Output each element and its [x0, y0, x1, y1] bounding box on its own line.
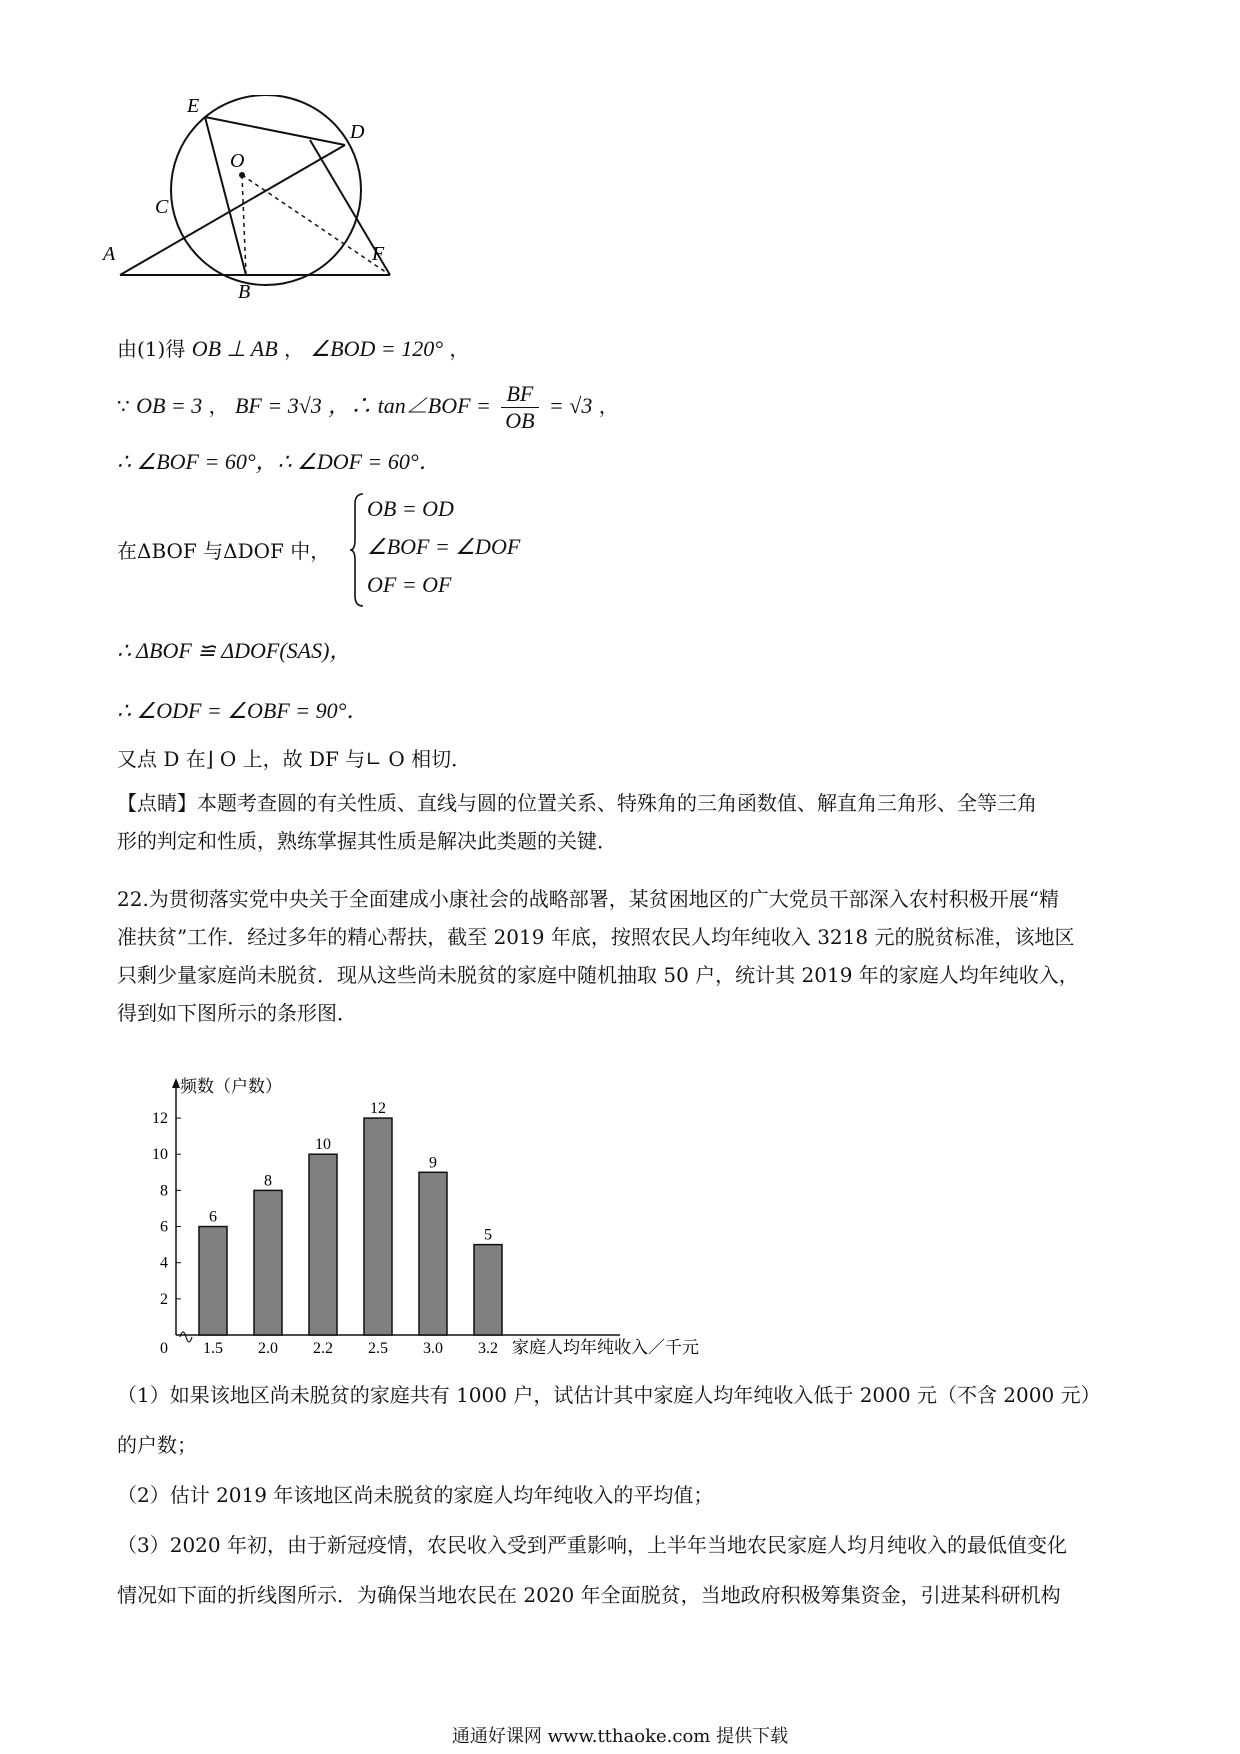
text-line: （2）估计 2019 年该地区尚未脱贫的家庭人均年纯收入的平均值；	[117, 1483, 714, 1507]
problem-22-paragraph	[117, 880, 1127, 1032]
solution-line-3: ∴ ∠BOF = 60°，∴ ∠DOF = 60°．	[117, 449, 441, 474]
equation: OB = OD	[367, 496, 454, 521]
x-tick-label: 3.2	[478, 1340, 498, 1357]
y-tick-label: 10	[152, 1146, 168, 1164]
axis-break-icon	[180, 1332, 192, 1342]
solution-text: ，	[598, 394, 619, 418]
fraction-numerator: BF	[501, 381, 538, 408]
y-axis-label: 频数（户数）	[180, 1077, 282, 1096]
label-a: A	[103, 243, 116, 265]
text-line: 形的判定和性质，熟练掌握其性质是解决此类题的关键．	[117, 829, 617, 853]
label-e: E	[187, 95, 200, 117]
chart-axes	[172, 1078, 620, 1342]
fraction	[501, 381, 538, 434]
y-tick-label: 6	[160, 1218, 168, 1236]
text-line: 情况如下面的折线图所示．为确保当地农民在 2020 年全面脱贫，当地政府积极筹集资金，引进某科研机构	[117, 1583, 1061, 1607]
system-label: 在ΔBOF 与ΔDOF 中，	[117, 539, 331, 563]
y-tick-label: 12	[152, 1110, 168, 1128]
text-line: 得到如下图所示的条形图．	[117, 1001, 357, 1025]
x-axis-label: 家庭人均年纯收入／千元	[512, 1338, 699, 1357]
solution-text: ，	[208, 394, 229, 418]
system-equations	[367, 490, 520, 604]
label-o: O	[230, 150, 245, 172]
solution-line-5: ∴ ΔBOF ≌ ΔDOF(SAS)，	[117, 638, 352, 663]
solution-line-7: 又点 D 在⌋ O 上，故 DF 与∟ O 相切．	[117, 747, 472, 771]
math-expr: OB = 3	[136, 393, 203, 418]
solution-line-2	[117, 378, 619, 434]
solution-text: ∵	[117, 394, 130, 418]
y-tick-label: 8	[160, 1182, 168, 1200]
solution-text: 由(1)得	[117, 337, 186, 361]
math-expr: = √3	[548, 393, 593, 418]
y-tick-label: 2	[160, 1290, 168, 1308]
equation-system	[117, 490, 717, 610]
text-line: 准扶贫”工作．经过多年的精心帮扶，截至 2019 年底，按照农民人均年纯收入 3218 元的脱贫标准，该地区	[117, 925, 1075, 949]
math-expr: BF = 3√3	[234, 393, 322, 418]
label-d: D	[350, 121, 365, 143]
bar	[309, 1154, 337, 1335]
bar	[419, 1172, 447, 1335]
text-line: （3）2020 年初，由于新冠疫情，农民收入受到严重影响，上半年当地农民家庭人均月纯收入的最低值变化	[117, 1533, 1067, 1557]
x-tick-label: 2.2	[313, 1340, 333, 1357]
text-line: 的户数；	[117, 1433, 197, 1457]
equation: OF = OF	[367, 572, 452, 597]
x-tick-label: 2.0	[258, 1340, 278, 1357]
bar	[364, 1118, 392, 1335]
bar	[474, 1245, 502, 1335]
comment-paragraph	[117, 784, 1127, 860]
line-e-b	[205, 117, 246, 275]
solution-text: ，	[449, 337, 470, 361]
fraction-denominator: OB	[505, 408, 535, 433]
x-tick-label: 1.5	[203, 1340, 223, 1357]
bar-chart	[150, 1070, 710, 1360]
label-f: F	[372, 243, 385, 265]
brace-icon	[349, 492, 365, 608]
bar-value-label: 9	[429, 1154, 437, 1172]
label-c: C	[155, 196, 169, 218]
questions-paragraph	[117, 1370, 1127, 1620]
bar	[199, 1227, 227, 1335]
bar-value-label: 12	[370, 1100, 386, 1118]
bar	[254, 1190, 282, 1335]
math-expr: OB ⊥ AB	[191, 336, 278, 361]
chart-bars	[199, 1118, 502, 1335]
y-axis-arrow-icon	[172, 1078, 180, 1088]
solution-line-6: ∴ ∠ODF = ∠OBF = 90°．	[117, 698, 369, 723]
bar-value-label: 10	[315, 1136, 331, 1154]
bar-value-label: 5	[484, 1226, 492, 1244]
bar-value-label: 6	[209, 1208, 217, 1226]
solution-line-1	[117, 335, 469, 363]
text-line: 只剩少量家庭尚未脱贫．现从这些尚未脱贫的家庭中随机抽取 50 户，统计其 2019 年的家庭人均年纯收入，	[117, 963, 1079, 987]
line-o-f-dashed	[242, 175, 390, 275]
text-line: 22.为贯彻落实党中央关于全面建成小康社会的战略部署，某贫困地区的广大党员干部深入农村积极开展“精	[117, 887, 1060, 911]
solution-text: ，	[284, 337, 305, 361]
x-tick-label: 3.0	[423, 1340, 443, 1357]
text-line: 【点睛】本题考查圆的有关性质、直线与圆的位置关系、特殊角的三角函数值、解直角三角形、全等三角	[117, 791, 1037, 815]
origin-label: 0	[160, 1340, 168, 1357]
label-b: B	[238, 281, 251, 303]
page-footer: 通通好课网 www.tthaoke.com 提供下载	[451, 1726, 789, 1747]
geometry-figure	[100, 95, 460, 305]
equation: ∠BOF = ∠DOF	[367, 534, 521, 559]
text-line: （1）如果该地区尚未脱贫的家庭共有 1000 户，试估计其中家庭人均年纯收入低于 2000 元（不含 2000 元）	[117, 1383, 1101, 1407]
line-e-d	[205, 117, 345, 145]
math-expr: ，∴ tan∠BOF =	[328, 393, 491, 418]
x-tick-label: 2.5	[368, 1340, 388, 1357]
math-expr: ∠BOD = 120°	[310, 336, 443, 361]
center-point-o	[239, 172, 245, 178]
y-tick-label: 4	[160, 1254, 168, 1272]
bar-value-label: 8	[264, 1172, 272, 1190]
